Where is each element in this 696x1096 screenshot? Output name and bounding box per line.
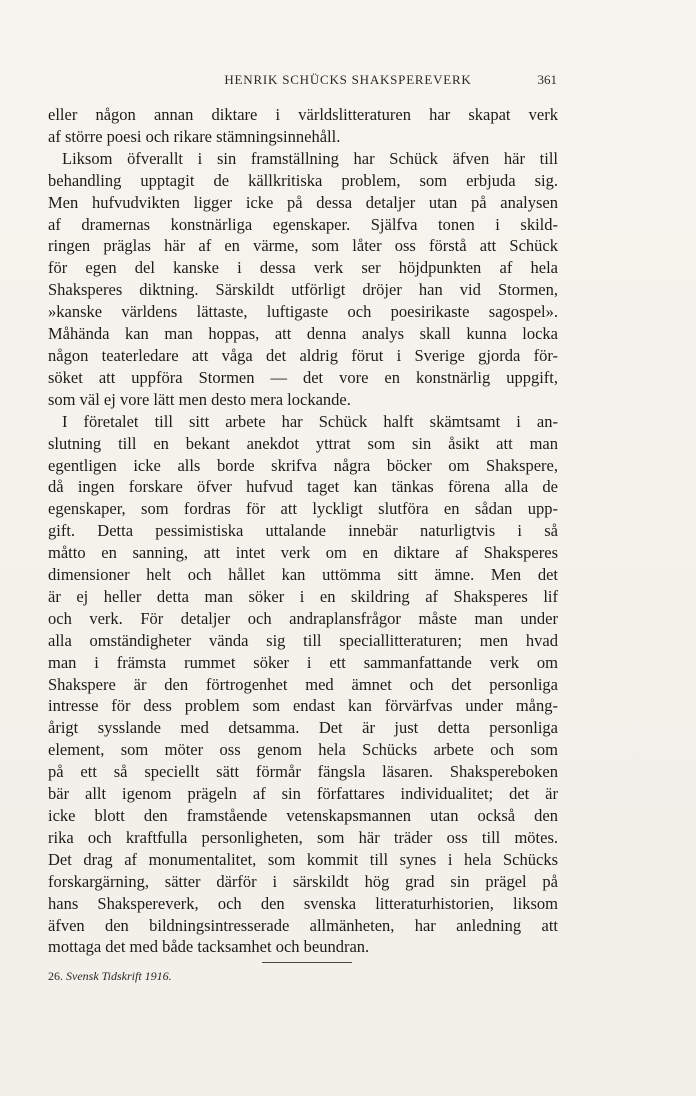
text-line: forskargärning, sätter därför i särskildt hög grad sin prägel på — [48, 871, 558, 891]
running-title: HENRIK SCHÜCKS SHAKSPEREVERK — [224, 72, 472, 87]
text-line: årigt sysslande med detsamma. Det är just detta personliga — [48, 718, 558, 738]
text-line: rika och kraftfulla personligheten, som här träder oss till mötes. — [48, 827, 558, 847]
text-line: Liksom öfverallt i sin framställning har Schück äfven här till — [62, 148, 558, 168]
text-line: Shaksperes diktning. Särskildt utförligt dröjer han vid Stormen, — [48, 280, 558, 300]
signature-mark: 26. — [48, 969, 63, 983]
text-line: I företalet till sitt arbete har Schück halft skämtsamt i an- — [62, 411, 558, 431]
footnote-divider — [262, 962, 352, 963]
text-line: gift. Detta pessimistiska uttalande innebär naturligtvis i så — [48, 521, 558, 541]
text-line: på ett så speciellt sätt förmår fängsla läsaren. Shakspereboken — [48, 762, 558, 782]
text-line: af dramernas konstnärliga egenskaper. Själfva tonen i skild- — [48, 214, 558, 234]
text-line: ringen präglas här af en värme, som låter oss förstå att Schück — [48, 236, 558, 256]
text-line: intresse för dess problem som endast kan förvärfvas under mång- — [48, 696, 558, 716]
text-line: som väl ej vore lätt men desto mera lockande. — [48, 389, 351, 409]
text-line: »kanske världens lättaste, luftigaste och poesirikaste sagospel». — [48, 302, 558, 322]
text-line: Shakspere är den förtrogenhet med ämnet och det personliga — [48, 674, 558, 694]
text-line: egentligen icke alls borde skrifva några böcker om Shakspere, — [48, 455, 558, 475]
text-line: är ej heller detta man söker i en skildring af Shaksperes lif — [48, 586, 558, 606]
text-line: måtto en sanning, att intet verk om en diktare af Shaksperes — [48, 543, 558, 563]
text-line: Men hufvudvikten ligger icke på dessa detaljer utan på analysen — [48, 192, 558, 212]
paragraph-3 — [48, 411, 558, 959]
paragraph-1 — [48, 104, 558, 148]
text-line: bär allt igenom prägeln af sin författares individualitet; det är — [48, 784, 558, 804]
text-line: egenskaper, som fordras för att lyckligt slutföra en sådan upp- — [48, 499, 558, 519]
text-line: och verk. För detaljer och andraplansfrågor måste man under — [48, 608, 558, 628]
text-line: icke blott den framstående vetenskapsmannen utan också den — [48, 806, 558, 825]
text-line: för egen del kanske i dessa verk ser höjdpunkten af hela — [48, 258, 558, 278]
text-line: hans Shakspereverk, och den svenska litteraturhistorien, liksom — [48, 893, 558, 913]
text-line: mottaga det med både tacksamhet och beundran. — [48, 937, 370, 957]
text-line: äfven den bildningsintresserade allmänheten, har anledning att — [48, 915, 558, 935]
text-line: element, som möter oss genom hela Schücks arbete och som — [48, 740, 558, 760]
body-text — [48, 104, 558, 958]
text-line: någon teaterledare att våga det aldrig förut i Sverige gjorda för- — [48, 345, 558, 365]
text-line: Det drag af monumentalitet, som kommit till synes i hela Schücks — [48, 849, 558, 869]
printer-signature — [48, 969, 172, 984]
text-line: alla omständigheter vända sig till speciallitteraturen; men hvad — [48, 630, 558, 650]
text-line: eller någon annan diktare i världslitteraturen har skapat verk — [48, 105, 558, 124]
text-line: dimensioner helt och hållet kan uttömma sitt ämne. Men det — [48, 565, 558, 585]
journal-title: Svensk Tidskrift 1916. — [66, 969, 172, 983]
page-number: 361 — [537, 72, 557, 87]
text-line: man i främsta rummet söker i ett sammanfattande verk om — [48, 652, 558, 672]
running-head — [0, 72, 696, 92]
text-line: behandling upptagit de källkritiska problem, som erbjuda sig. — [48, 170, 558, 190]
text-line: då ingen forskare öfver hufvud taget kan tänkas förena alla de — [48, 477, 558, 497]
text-line: söket att uppföra Stormen — det vore en konstnärlig uppgift, — [48, 367, 558, 387]
text-line: Måhända kan man hoppas, att denna analys skall kunna locka — [48, 324, 558, 344]
text-line: af större poesi och rikare stämningsinnehåll. — [48, 126, 341, 146]
text-line: slutning till en bekant anekdot yttrat som sin åsikt att man — [48, 433, 558, 453]
paragraph-2 — [48, 148, 558, 411]
